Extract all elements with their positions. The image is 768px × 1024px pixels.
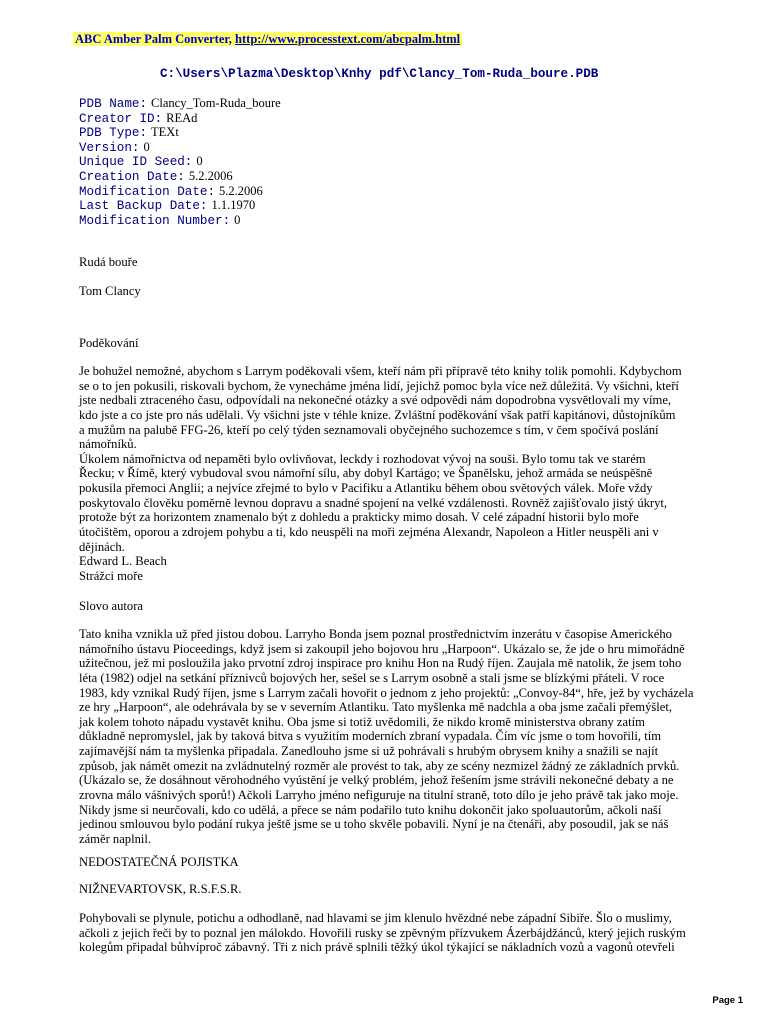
foreword-heading: Slovo autora <box>79 599 144 613</box>
text-line: Je bohužel nemožné, abychom s Larrym poděkovali všem, kteří nám při přípravě této knihy tolik pomohli. Kdybychom <box>79 364 682 378</box>
metadata-row <box>79 96 281 111</box>
metadata-key: Creator ID: <box>79 111 163 126</box>
pdb-metadata <box>79 96 281 227</box>
text-line: jak kolem tohoto nápadu vystavět knihu. Oba jsme si totiž uvědomili, že nikdo kromě ministerstva obrany zatím <box>79 714 645 729</box>
text-line: jste nedbali ztraceného času, odpovídali na nekonečné otázky a své odpovědi nám dopodrobna vysvětlovali my víme, <box>79 393 672 408</box>
metadata-value: 5.2.2006 <box>219 183 263 198</box>
metadata-key: Modification Number: <box>79 213 231 228</box>
metadata-row <box>79 111 281 126</box>
metadata-row <box>79 198 281 213</box>
text-line: zrovna málo vášnivých sporů!) Ačkoli Larryho jméno nefiguruje na titulní straně, toto dílo je jeho právě tak jako moje. <box>79 788 679 803</box>
text-line: námořního ústavu Pioceedings, když jsem si zakoupil jeho bojovou hru „Harpoon“. Ukázalo se, že jde o hru mimořádně <box>79 641 685 656</box>
metadata-value: Clancy_Tom-Ruda_boure <box>151 96 281 110</box>
page-number: Page 1 <box>712 995 743 1006</box>
text-line: Pohybovali se plynule, potichu a odhodlaně, nad hlavami se jim klenulo hvězdné nebe západní Sibiře. Šlo o muslimy, <box>79 911 672 925</box>
metadata-key: Modification Date: <box>79 184 216 199</box>
metadata-key: Last Backup Date: <box>79 199 208 214</box>
text-line: Strážci moře <box>79 568 143 583</box>
metadata-row <box>79 154 281 169</box>
metadata-key: Creation Date: <box>79 169 185 184</box>
metadata-value: 0 <box>234 212 241 227</box>
text-line: důkladně nepromyslel, jak by taková bitva s využitím moderních zbraní vypadala. Čím víc jsme o tom hovořili, tím <box>79 729 661 744</box>
metadata-row <box>79 140 281 155</box>
text-line: ze hry „Harpoon“, ale odehrávala by se v severním Atlantiku. Tato myšlenka mě nadchla a oba jsme začali přemýšlet, <box>79 700 673 715</box>
metadata-row <box>79 213 281 228</box>
metadata-row <box>79 184 281 199</box>
metadata-key: Version: <box>79 140 140 155</box>
metadata-value: REAd <box>166 110 198 125</box>
text-line: se o to jen pokusili, riskovali bychom, že vynecháme jména lidí, jejichž pomoc byla více než důležitá. Vy všichni, kteří <box>79 378 679 393</box>
text-line: způsob, jak námět omezit na zvládnutelný rozměr ale provést to tak, aby ze scény nezmizel žádný ze základních prvků. <box>79 758 680 773</box>
text-line: Úkolem námořnictva od nepaměti bylo ovlivňovat, leckdy i rozhodovat vývoj na souši. Bylo tomu tak ve starém <box>79 451 646 466</box>
converter-link[interactable]: http://www.processtext.com/abcpalm.html <box>235 32 461 46</box>
acknowledgements-heading: Poděkování <box>79 336 139 350</box>
metadata-key: PDB Name: <box>79 97 148 111</box>
metadata-value: 0 <box>143 139 150 154</box>
metadata-key: PDB Type: <box>79 126 148 141</box>
metadata-value: 5.2.2006 <box>188 168 233 183</box>
location-heading: NIŽNEVARTOVSK, R.S.F.S.R. <box>79 882 242 896</box>
text-line: a mužům na palubě FFG-26, kteří po celý týden seznamovali obyčejného suchozemce s tím, v čem spočívá poslání <box>79 422 659 437</box>
acknowledgements-body <box>79 364 695 584</box>
text-line: Tato kniha vznikla už před jistou dobou. Larryho Bonda jsem poznal prostřednictvím inzerátu v časopise Amerického <box>79 627 672 641</box>
book-author: Tom Clancy <box>79 284 141 298</box>
converter-banner <box>73 32 462 46</box>
file-path: C:\Users\Plazma\Desktop\Knhy pdf\Clancy_Tom-Ruda_boure.PDB <box>160 67 599 81</box>
text-line: Edward L. Beach <box>79 554 167 569</box>
text-line: užitečnou, jež mi posloužila jako prvotní zdroj inspirace pro knihu Hon na Rudý říjen. Zaujala mě natolik, že jsem toho <box>79 656 682 671</box>
text-line: poskytovalo člověku poměrně levnou dopravu a snadné spojení na velké vzdálenosti. Rovněž zajišťovalo jistý úkryt, <box>79 495 668 510</box>
metadata-key: Unique ID Seed: <box>79 155 193 170</box>
text-line: léta (1982) odjel na setkání příznivců bojových her, sešel se s Larrym osobně a stali jsme se blízkými přáteli. V roce <box>79 670 665 685</box>
metadata-row <box>79 169 281 184</box>
text-line: kolegům připadal bůhvíproč zábavný. Tři z nich právě splnili těžký úkol týkající se nákladních vozů a vagonů otevřeli <box>79 940 675 955</box>
metadata-value: 1.1.1970 <box>211 198 256 213</box>
text-line: protože být za horizontem znamenalo být z dohledu a prakticky mimo dosah. V celé západní historii bylo moře <box>79 510 639 525</box>
text-line: pokusila přemoci Anglii; a nejvíce zřejmé to bylo v Pacifiku a Atlantiku během obou světových válek. Moře vždy <box>79 481 653 496</box>
text-line: útočištěm, oporou a zdrojem pohybu a ti, kdo neuspěli na moři zejména Alexandr, Napoleon a Hitler neuspěli ani v <box>79 525 659 540</box>
text-line: zajímavější nám ta myšlenka připadala. Zanedlouho jsme si už pohrávali s hrubým obrysem knihy a snažili se najít <box>79 744 659 759</box>
chapter-heading: NEDOSTATEČNÁ POJISTKA <box>79 855 239 869</box>
book-title: Rudá bouře <box>79 255 138 269</box>
text-line: dějinách. <box>79 539 125 554</box>
chapter-body <box>79 911 695 955</box>
text-line: námořníků. <box>79 437 137 452</box>
foreword-body <box>79 627 695 847</box>
metadata-row <box>79 125 281 140</box>
text-line: 1983, kdy vznikal Rudý říjen, jsme s Larrym začali hovořit o jednom z jeho projektů: „Convoy-84“, hře, jež by vycházela <box>79 685 694 700</box>
text-line: záměr naplnil. <box>79 831 152 846</box>
converter-label: ABC Amber Palm Converter, <box>75 32 236 46</box>
text-line: ačkoli z jejich řeči by to poznal jen málokdo. Hovořili rusky se zpěvným přízvukem Ázerbájdžánců, který jejich ruským <box>79 925 686 940</box>
metadata-value: TEXt <box>151 125 179 140</box>
text-line: Nikdy jsme si neurčovali, kdo co udělá, a přece se nám podařilo tuto knihu dokončit jako spoluautorům, ačkoli naší <box>79 802 662 817</box>
metadata-value: 0 <box>196 154 203 169</box>
text-line: (Ukázalo se, že dosáhnout věrohodného vyústění je velký problém, jehož řešením jsme strávili nekonečné debaty a ne <box>79 773 674 788</box>
text-line: Řecku; v Římě, který vybudoval svou námořní sílu, aby dobyl Kartágo; ve Španělsku, jehož armáda se neúspěšně <box>79 466 653 481</box>
text-line: jedinou smlouvou bylo podání rukya ještě jsme se u toho skvěle pobavili. Nyní je na čtenáři, aby posoudil, jak se náš <box>79 817 669 832</box>
text-line: kdo jste a co jste pro nás udělali. Vy všichni jste v téhle knize. Zvláštní poděkování však patří kapitánovi, důstojníkům <box>79 407 676 422</box>
